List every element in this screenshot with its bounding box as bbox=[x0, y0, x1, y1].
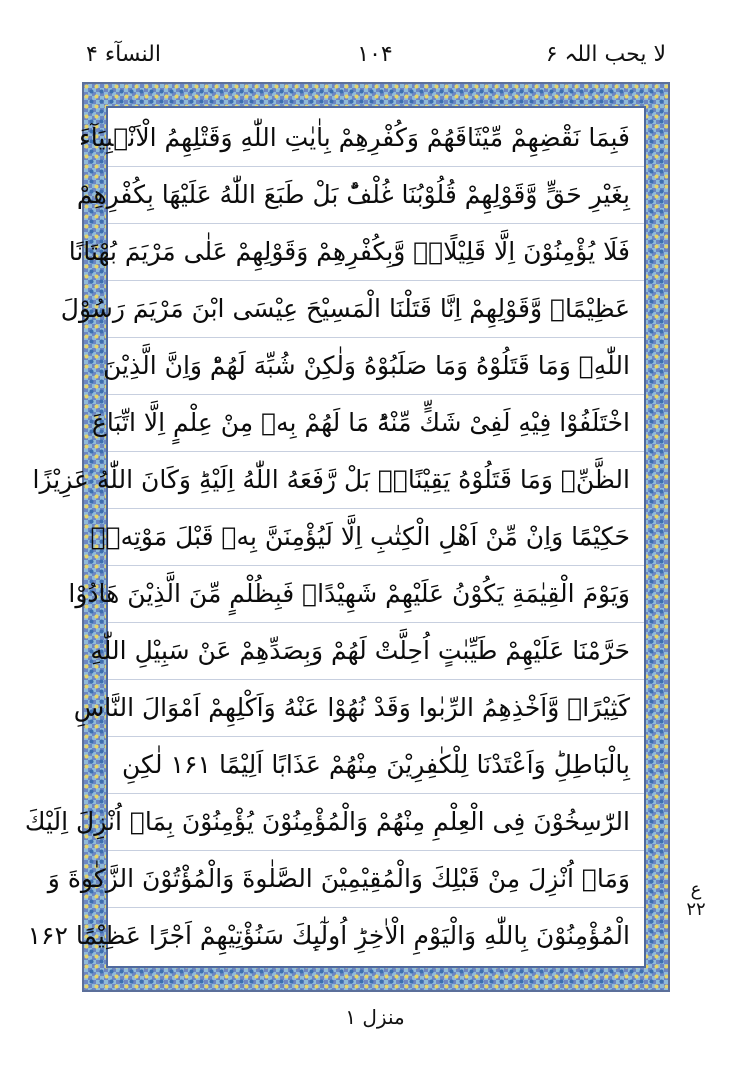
verse-line: بِالْبَاطِلِؕ وَاَعْتَدْنَا لِلْكٰفِرِیْنَ مِنْهُمْ عَذَابًا اَلِیْمًا ۱۶۱ لٰكِنِ bbox=[122, 750, 630, 779]
verse-line: الرّٰسِخُوْنَ فِی الْعِلْمِ مِنْهُمْ وَالْمُؤْمِنُوْنَ یُؤْمِنُوْنَ بِمَاۤ اُنْزِلَ اِلَیْكَ bbox=[24, 807, 630, 836]
verse-line: كَثِیْرًاۙ وَّاَخْذِهِمُ الرِّبٰوا وَقَدْ نُهُوْا عَنْهُ وَاَكْلِهِمْ اَمْوَالَ النَّاسِ bbox=[73, 693, 630, 722]
surah-name: النسآء ۴ bbox=[86, 42, 161, 67]
line-divider bbox=[108, 508, 644, 509]
line-divider bbox=[108, 280, 644, 281]
line-divider bbox=[108, 565, 644, 566]
juz-name: لا یحب اللہ ۶ bbox=[545, 42, 666, 67]
verse-line: حَكِیْمًا وَاِنْ مِّنْ اَهْلِ الْكِتٰبِ اِلَّا لَیُؤْمِنَنَّ بِهٖ قَبْلَ مَوْتِهٖۚ bbox=[90, 522, 630, 551]
manzil-label: منزل ۱ bbox=[345, 1005, 405, 1029]
line-divider bbox=[108, 736, 644, 737]
ornamental-frame bbox=[24, 82, 670, 992]
line-divider bbox=[108, 337, 644, 338]
line-divider bbox=[108, 850, 644, 851]
verse-line: الظَّنِّۚ وَمَا قَتَلُوْهُ یَقِیْنًاۢۙ بَلْ رَّفَعَهُ اللّٰهُ اِلَیْهِؕ وَكَانَ اللّٰهُ عَزِیْزًا bbox=[32, 465, 630, 494]
verse-line: اللّٰهِۚ وَمَا قَتَلُوْهُ وَمَا صَلَبُوْهُ وَلٰكِنْ شُبِّهَ لَهُمْؕ وَاِنَّ الَّذِیْنَ bbox=[102, 351, 630, 380]
text-panel bbox=[24, 106, 646, 968]
verse-line: بِغَیْرِ حَقٍّ وَّقَوْلِهِمْ قُلُوْبُنَا غُلْفٌؕ بَلْ طَبَعَ اللّٰهُ عَلَیْهَا بِكُفْرِهِمْ bbox=[76, 180, 630, 209]
verse-line: اخْتَلَفُوْا فِیْهِ لَفِیْ شَكٍّ مِّنْهُؕ مَا لَهُمْ بِهٖ مِنْ عِلْمٍ اِلَّا اتِّبَاعَ bbox=[91, 408, 630, 437]
line-divider bbox=[108, 223, 644, 224]
line-divider bbox=[108, 679, 644, 680]
line-divider bbox=[108, 451, 644, 452]
line-divider bbox=[108, 793, 644, 794]
line-divider bbox=[108, 907, 644, 908]
verse-line: وَیَوْمَ الْقِیٰمَةِ یَكُوْنُ عَلَیْهِمْ شَهِیْدًاۚ فَبِظُلْمٍ مِّنَ الَّذِیْنَ هَادُوْا bbox=[68, 579, 630, 608]
page-number: ۱۰۴ bbox=[357, 42, 393, 67]
line-divider bbox=[108, 622, 644, 623]
line-divider bbox=[108, 394, 644, 395]
verse-line: حَرَّمْنَا عَلَیْهِمْ طَیِّبٰتٍ اُحِلَّتْ لَهُمْ وَبِصَدِّهِمْ عَنْ سَبِیْلِ اللّٰهِ bbox=[90, 636, 630, 665]
verse-line: فَبِمَا نَقْضِهِمْ مِّیْثَاقَهُمْ وَكُفْرِهِمْ بِاٰیٰتِ اللّٰهِ وَقَتْلِهِمُ الْاَنْۢبِیَآءَ bbox=[78, 123, 630, 152]
verse-line: عَظِیْمًاۙ وَّقَوْلِهِمْ اِنَّا قَتَلْنَا الْمَسِیْحَ عِیْسَى ابْنَ مَرْیَمَ رَسُوْلَ bbox=[60, 294, 630, 323]
ruku-marker: ع ۲۲ bbox=[686, 879, 706, 920]
verse-line: فَلَا یُؤْمِنُوْنَ اِلَّا قَلِیْلًا۪ۙ وَّبِكُفْرِهِمْ وَقَوْلِهِمْ عَلٰى مَرْیَمَ بُهْتَانًا bbox=[68, 237, 630, 266]
verse-line: وَمَاۤ اُنْزِلَ مِنْ قَبْلِكَ وَالْمُقِیْمِیْنَ الصَّلٰوةَ وَالْمُؤْتُوْنَ الزَّكٰوةَ وَ bbox=[47, 864, 630, 893]
line-divider bbox=[108, 166, 644, 167]
page-header bbox=[0, 0, 750, 80]
verse-line: الْمُؤْمِنُوْنَ بِاللّٰهِ وَالْیَوْمِ الْاٰخِرِؕ اُولٰٓىِٕكَ سَنُؤْتِیْهِمْ اَجْرًا عَظِیْمًا ۱۶۲ bbox=[27, 921, 630, 950]
